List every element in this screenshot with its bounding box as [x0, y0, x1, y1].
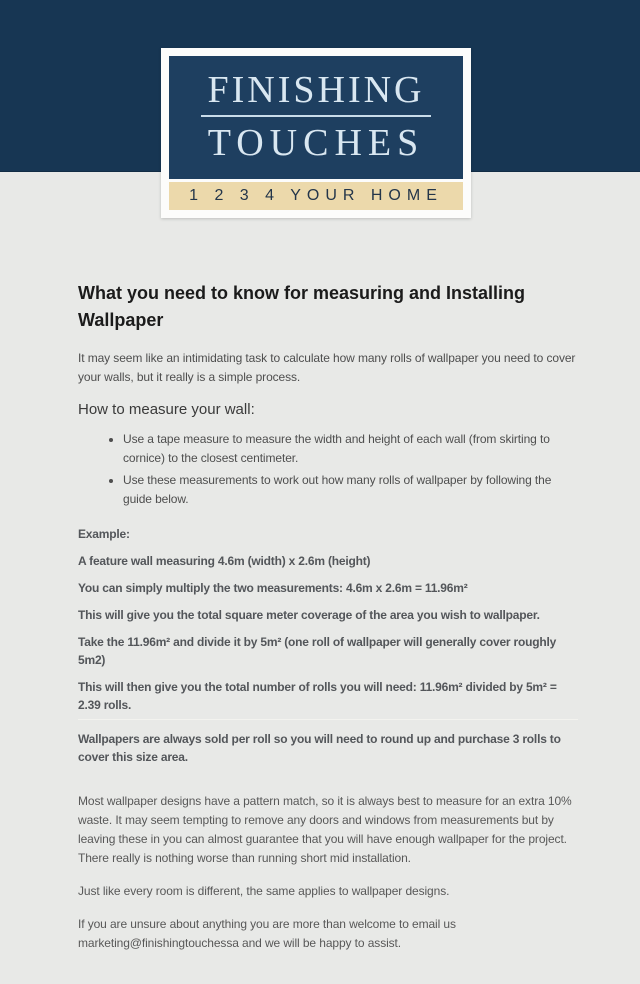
logo	[161, 48, 471, 218]
note-paragraph: Most wallpaper designs have a pattern match, so it is always best to measure for an extra 10% waste. It may seem tempting to remove any doors and windows from measurements but by leaving these in you can almost guarantee that you will have enough wallpaper for the project. There really is nothing worse than running short mid installation.	[78, 794, 572, 865]
document-body	[78, 280, 578, 967]
example-label: Example:	[78, 527, 130, 541]
logo-divider	[201, 115, 430, 117]
measure-steps-list	[78, 430, 578, 509]
logo-wordmark-touches: TOUCHES	[207, 122, 425, 164]
example-paragraph: A feature wall measuring 4.6m (width) x 2.6m (height)	[78, 554, 371, 568]
example-paragraph: This will give you the total square meter coverage of the area you wish to wallpaper.	[78, 608, 540, 622]
bullet-item: • Use these measurements to work out how many rolls of wallpaper by following the guide below.	[123, 471, 578, 509]
intro-paragraph: It may seem like an intimidating task to calculate how many rolls of wallpaper you need to cover your walls, but it really is a simple process.	[78, 351, 576, 384]
bullet-item: • Use a tape measure to measure the width and height of each wall (from skirting to cornice) to the closest centimeter.	[123, 430, 578, 468]
notes-section	[78, 792, 578, 953]
page-title: What you need to know for measuring and Installing Wallpaper	[78, 283, 526, 330]
example-paragraph: Take the 11.96m² and divide it by 5m² (one roll of wallpaper will generally cover roughly 5m2)	[78, 635, 557, 667]
logo-tagline: 1 2 3 4 YOUR HOME	[169, 182, 463, 210]
logo-wordmark-finishing: FINISHING	[207, 69, 425, 111]
section-heading: How to measure your wall:	[78, 401, 255, 418]
note-paragraph: If you are unsure about anything you are more than welcome to email us marketing@finishingtouchessa and we will be happy to assist.	[78, 917, 456, 950]
example-paragraph: Wallpapers are always sold per roll so you will need to round up and purchase 3 rolls to cover this size area.	[78, 732, 561, 764]
note-paragraph: Just like every room is different, the same applies to wallpaper designs.	[78, 884, 450, 898]
example-paragraph: You can simply multiply the two measurements: 4.6m x 2.6m = 11.96m²	[78, 581, 468, 595]
logo-wordmark	[169, 56, 463, 179]
example-paragraph: This will then give you the total number of rolls you will need: 11.96m² divided by 5m² = 2.39 rolls.	[78, 678, 578, 720]
